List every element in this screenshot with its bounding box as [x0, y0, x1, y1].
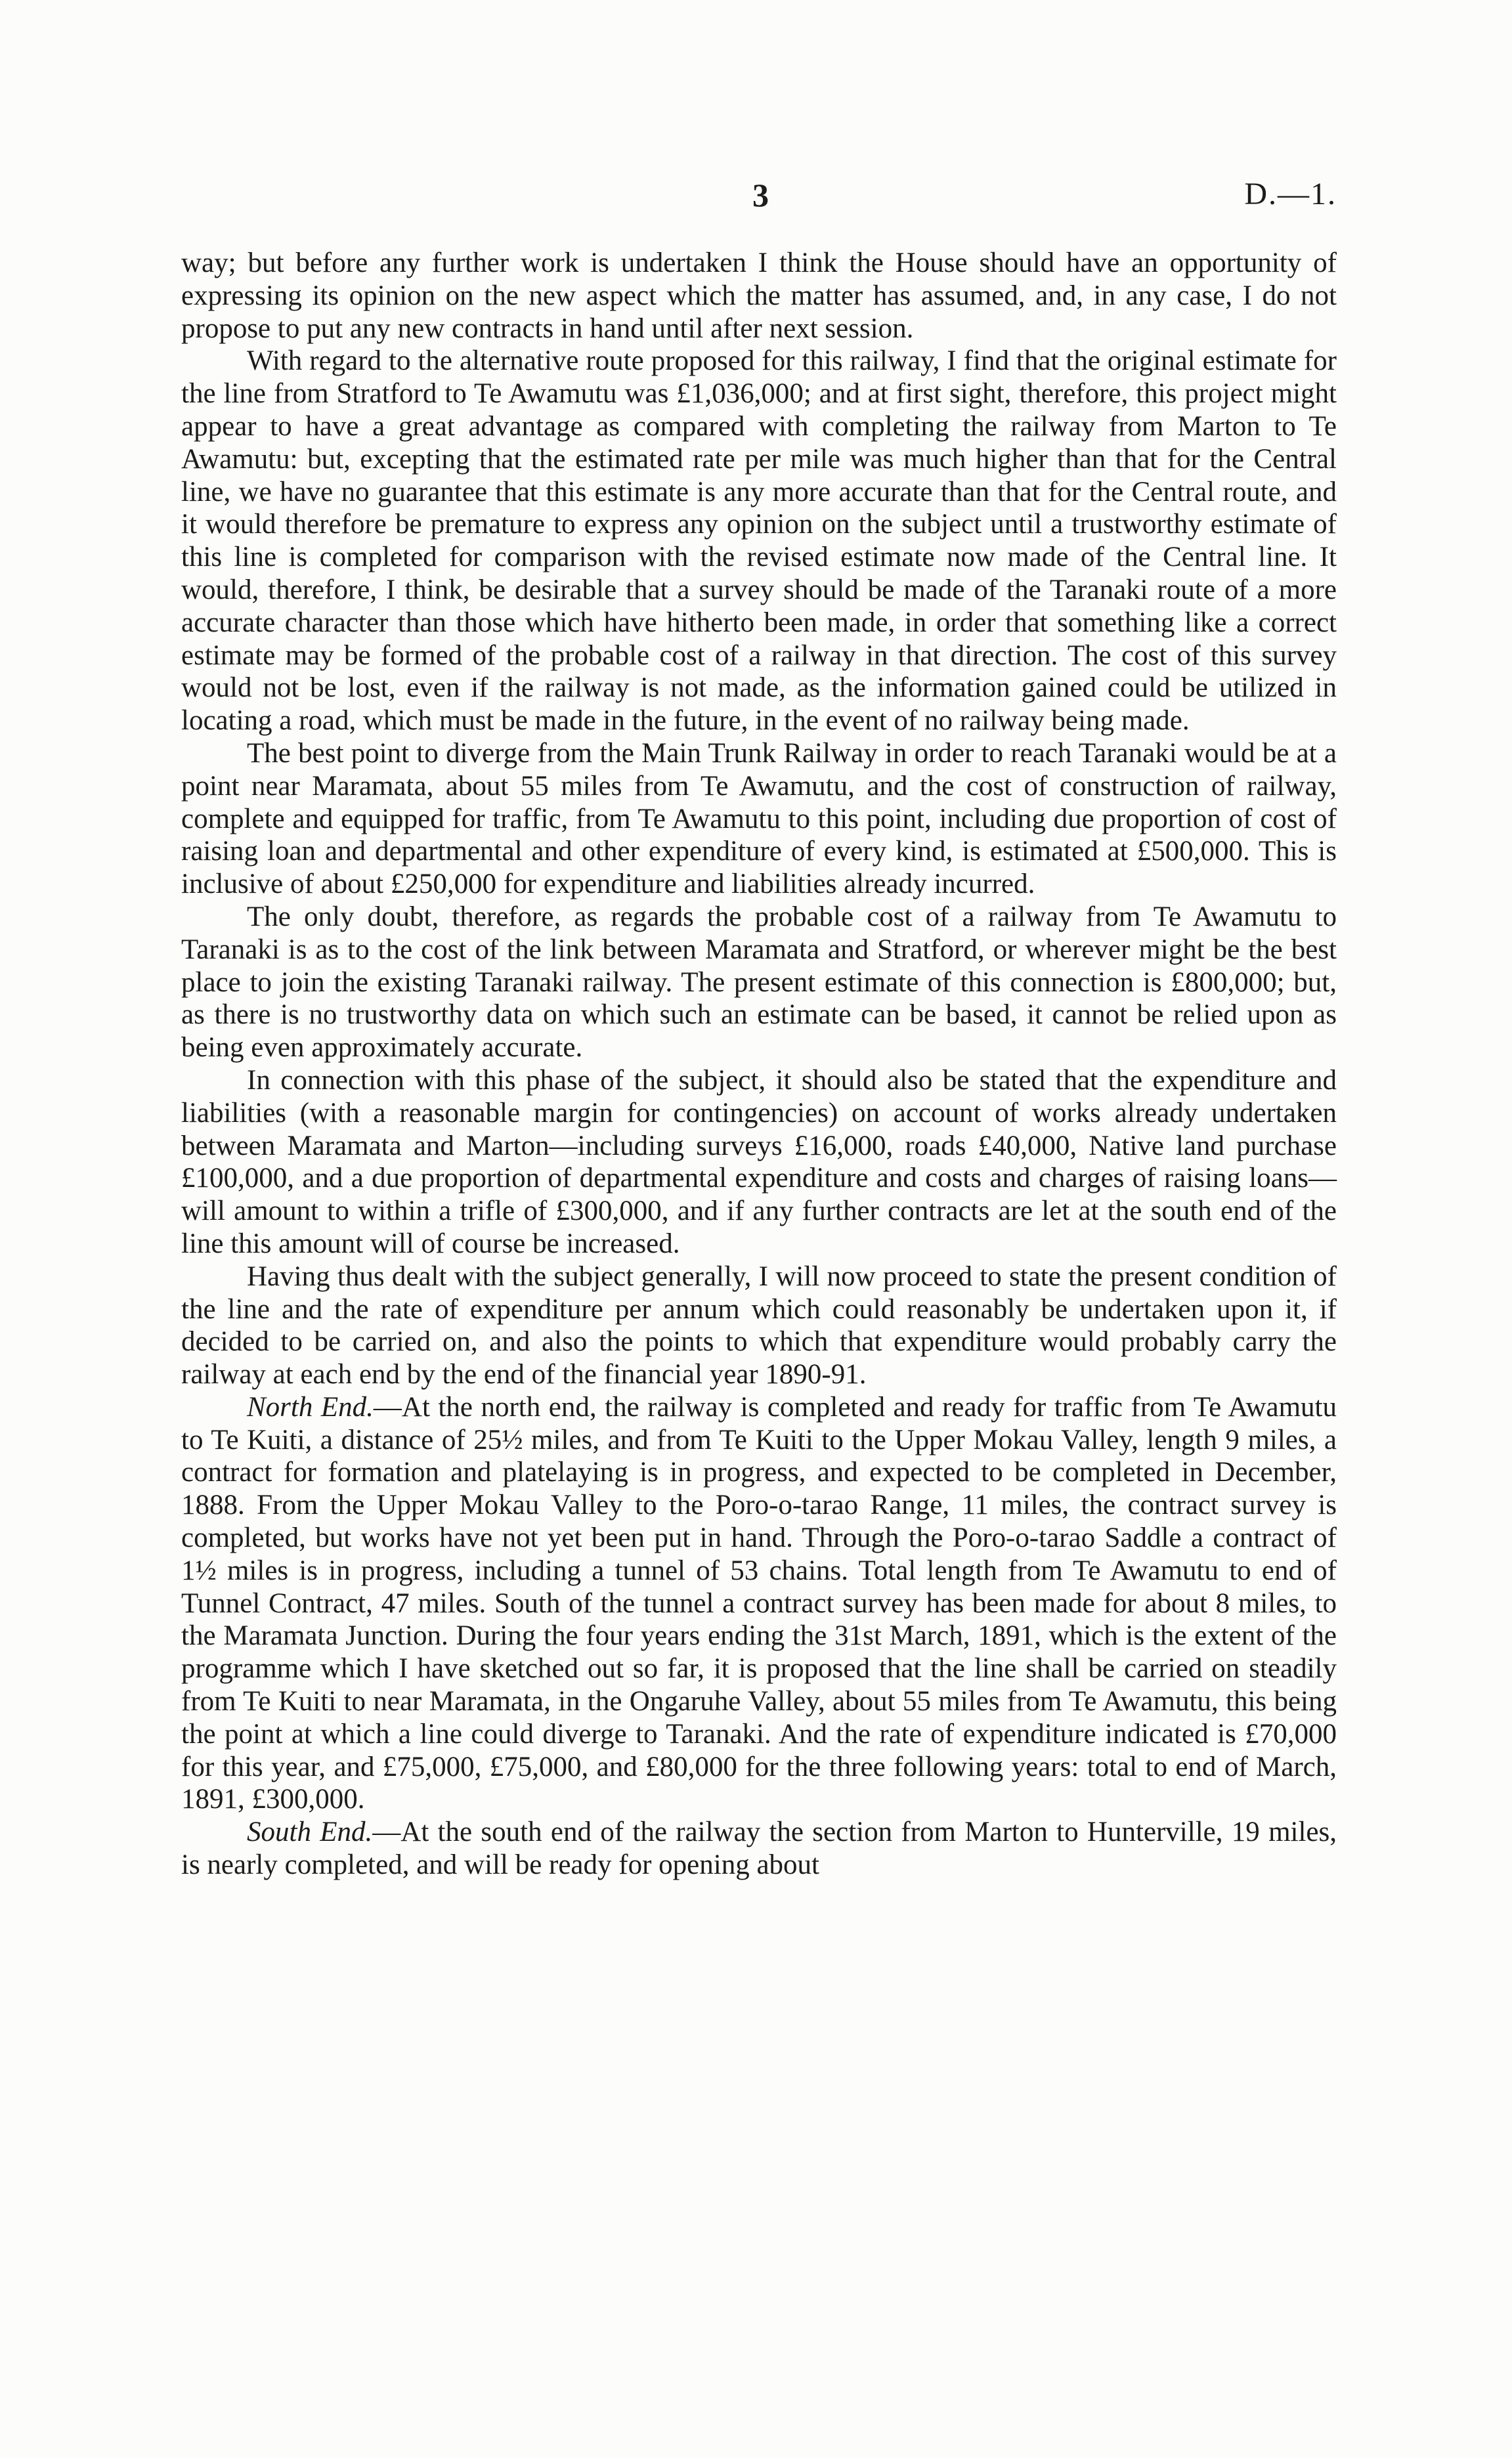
page-header	[181, 176, 1337, 222]
paragraph-south-end	[181, 1816, 1337, 1882]
north-end-heading: North End.	[247, 1391, 374, 1423]
paragraph-present-condition: Having thus dealt with the subject generally, I will now proceed to state the present condition of the line and the rate of expenditure per annum which could reasonably be undertaken upon it, if decided to be carried on, and also the points to which that expenditure would probably carry the railway at each end by the end of the financial year 1890-91.	[181, 1261, 1337, 1391]
paragraph-best-point: The best point to diverge from the Main Trunk Railway in order to reach Taranaki would be at a point near Maramata, about 55 miles from Te Awamutu, and the cost of construction of railway, complete and equipped for traffic, from Te Awamutu to this point, including due proportion of cost of raising loan and departmental and other expenditure of every kind, is estimated at £500,000. This is inclusive of about £250,000 for expenditure and liabilities already incurred.	[181, 737, 1337, 900]
document-reference: D.—1.	[1244, 177, 1337, 211]
body-text	[181, 247, 1337, 1882]
paragraph-alternative-route: With regard to the alternative route proposed for this railway, I find that the original estimate for the line from Stratford to Te Awamutu was £1,036,000; and at first sight, therefore, this project might appear to have a great advantage as compared with completing the railway from Marton to Te Awamutu: but, excepting that the estimated rate per mile was much higher than that for the Central line, we have no guarantee that this estimate is any more accurate than that for the Central route, and it would therefore be premature to express any opinion on the subject until a trustworthy estimate of this line is completed for comparison with the revised estimate now made of the Central line. It would, therefore, I think, be desirable that a survey should be made of the Taranaki route of a more accurate character than those which have hitherto been made, in order that something like a correct estimate may be formed of the probable cost of a railway in that direction. The cost of this survey would not be lost, even if the railway is not made, as the information gained could be utilized in locating a road, which must be made in the future, in the event of no railway being made.	[181, 345, 1337, 737]
paragraph-north-end	[181, 1391, 1337, 1816]
paragraph-continuation: way; but before any further work is undertaken I think the House should have an opportunity of expressing its opinion on the new aspect which the matter has assumed, and, in any case, I do not propose to put any new contracts in hand until after next session.	[181, 248, 1337, 344]
north-end-text: —At the north end, the railway is completed and ready for traffic from Te Awamutu to Te Kuiti, a distance of 25½ miles, and from Te Kuiti to the Upper Mokau Valley, length 9 miles, a contract for formation and platelaying is in progress, and expected to be completed in December, 1888. From the Upper Mokau Valley to the Poro-o-tarao Range, 11 miles, the contract survey is completed, but works have not yet been put in hand. Through the Poro-o-tarao Saddle a contract of 1½ miles is in progress, including a tunnel of 53 chains. Total length from Te Awamutu to end of Tunnel Contract, 47 miles. South of the tunnel a contract survey has been made for about 8 miles, to the Maramata Junction. During the four years ending the 31st March, 1891, which is the extent of the programme which I have sketched out so far, it is proposed that the line shall be carried on steadily from Te Kuiti to near Maramata, in the Ongaruhe Valley, about 55 miles from Te Awamutu, this being the point at which a line could diverge to Taranaki. And the rate of expenditure indicated is £70,000 for this year, and £75,000, £75,000, and £80,000 for the three following years: total to end of March, 1891, £300,000.	[181, 1391, 1337, 1815]
page-number: 3	[752, 177, 769, 213]
paragraph-only-doubt: The only doubt, therefore, as regards the probable cost of a railway from Te Awamutu to Taranaki is as to the cost of the link between Maramata and Stratford, or wherever might be the best place to join the existing Taranaki railway. The present estimate of this connection is £800,000; but, as there is no trustworthy data on which such an estimate can be based, it cannot be relied upon as being even approximately accurate.	[181, 901, 1337, 1064]
south-end-text: —At the south end of the railway the section from Marton to Hunterville, 19 miles, is nearly completed, and will be ready for opening about	[181, 1817, 1337, 1881]
south-end-heading: South End.	[247, 1817, 373, 1848]
paragraph-expenditure-liabilities: In connection with this phase of the subject, it should also be stated that the expenditure and liabilities (with a reasonable margin for contingencies) on account of works already undertaken between Maramata and Marton—including surveys £16,000, roads £40,000, Native land purchase £100,000, and a due proportion of departmental expenditure and costs and charges of raising loans—will amount to within a trifle of £300,000, and if any further contracts are let at the south end of the line this amount will of course be increased.	[181, 1064, 1337, 1259]
